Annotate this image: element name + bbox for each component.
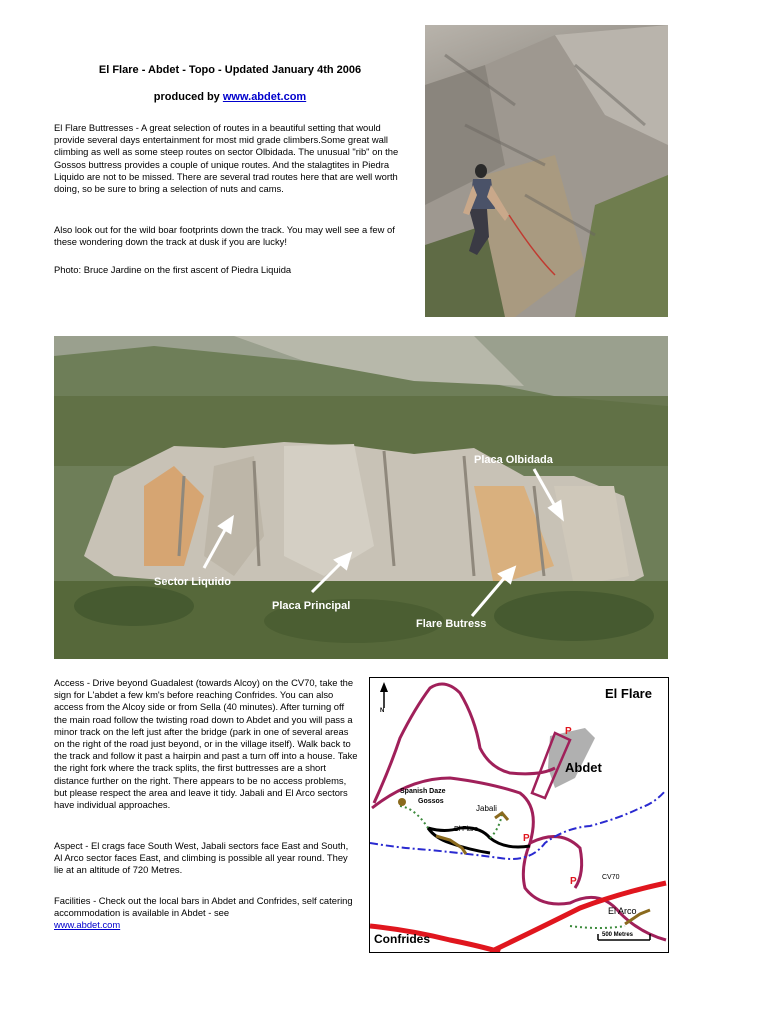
north-label: N [380,708,385,714]
access-paragraph: Access - Drive beyond Guadalest (towards Alcoy) on the CV70, take the sign for L'abdet a few km's before reaching Confrides. You can also access from the Alcoy side or from Sella (40 minutes). After turning off the main road follow the twisting road down to Abdet and you will pass a minor track on the left just after the bridge (park in one of several areas on the right of the road just beyond, or in the village itself). Walk back to the track and follow it past a hairpin and past a turn off into a house. Take the right fork where the track splits, the first buttresses are a short distance further on the right. There appears to be no access problems, but please respect the area and leave it tidy. Jabali and El Arco sectors have individual approaches. [54,677,358,811]
approach-map [369,677,669,953]
facilities-paragraph [54,895,358,932]
parking-marker-track: P [523,833,530,844]
map-label-jabali: Jabali [476,804,497,813]
facilities-link[interactable]: www.abdet.com [54,919,121,931]
parking-marker-abdet: P [565,726,572,737]
north-arrow-icon [380,682,388,708]
crag-jabali [495,813,508,820]
map-label-spanish-daze: Spanish Daze [400,788,446,795]
abdet-village [548,728,595,788]
map-label-el-flare: El Flare [454,826,479,833]
intro-paragraph: El Flare Buttresses - A great selection of routes in a beautiful setting that would provide several days entertainment for most mid grade climbers.Some great wall climbing as well as some steep routes on sector Olbidada. The unusual "rib" on the Gossos buttress provides a couple of unique routes. And the stalagtites in Piedra Liquido are not to be missed. There are several trad routes here that are well worth doing, so be sure to bring a selection of nuts and cams. [54,122,399,195]
crag-spanish-daze [398,798,406,806]
map-label-confrides: Confrides [374,932,431,946]
label-flare-butress: Flare Butress [416,618,487,630]
map-label-abdet: Abdet [565,760,602,775]
map-title: El Flare [605,686,652,701]
byline [60,91,400,103]
crag-photo [54,336,668,659]
label-placa-olbidada: Placa Olbidada [474,454,553,466]
climber-photo [425,25,668,317]
wild-boar-paragraph: Also look out for the wild boar footprints down the track. You may well see a few of these wondering down the track at dusk if you are lucky! [54,224,395,248]
aspect-paragraph: Aspect - El crags face South West, Jabali sectors face East and South, Al Arco sector faces East, and climbing is possible all year round. They lie at an altitude of 720 Metres. [54,840,349,876]
main-road-cv70 [490,883,666,952]
map-label-el-arco: El Arco [608,906,637,916]
byline-text: produced by [153,91,220,103]
label-placa-principal: Placa Principal [272,600,351,612]
abdet-link[interactable]: www.abdet.com [222,91,307,103]
facilities-text: Facilities - Check out the local bars in Abdet and Confrides, self catering accommodation is available in Abdet - see [54,895,353,919]
label-sector-liquido: Sector Liquido [154,576,231,588]
document-title: El Flare - Abdet - Topo - Updated January 4th 2006 [98,64,362,76]
map-scale-label: 500 Metres [602,932,634,938]
track [428,828,530,853]
photo-caption: Photo: Bruce Jardine on the first ascent of Piedra Liquida [54,264,292,275]
map-label-gossos: Gossos [418,798,444,805]
map-label-cv70: CV70 [602,874,620,881]
river [370,790,666,859]
road-north [374,684,555,803]
parking-marker-cv70: P [570,876,577,887]
